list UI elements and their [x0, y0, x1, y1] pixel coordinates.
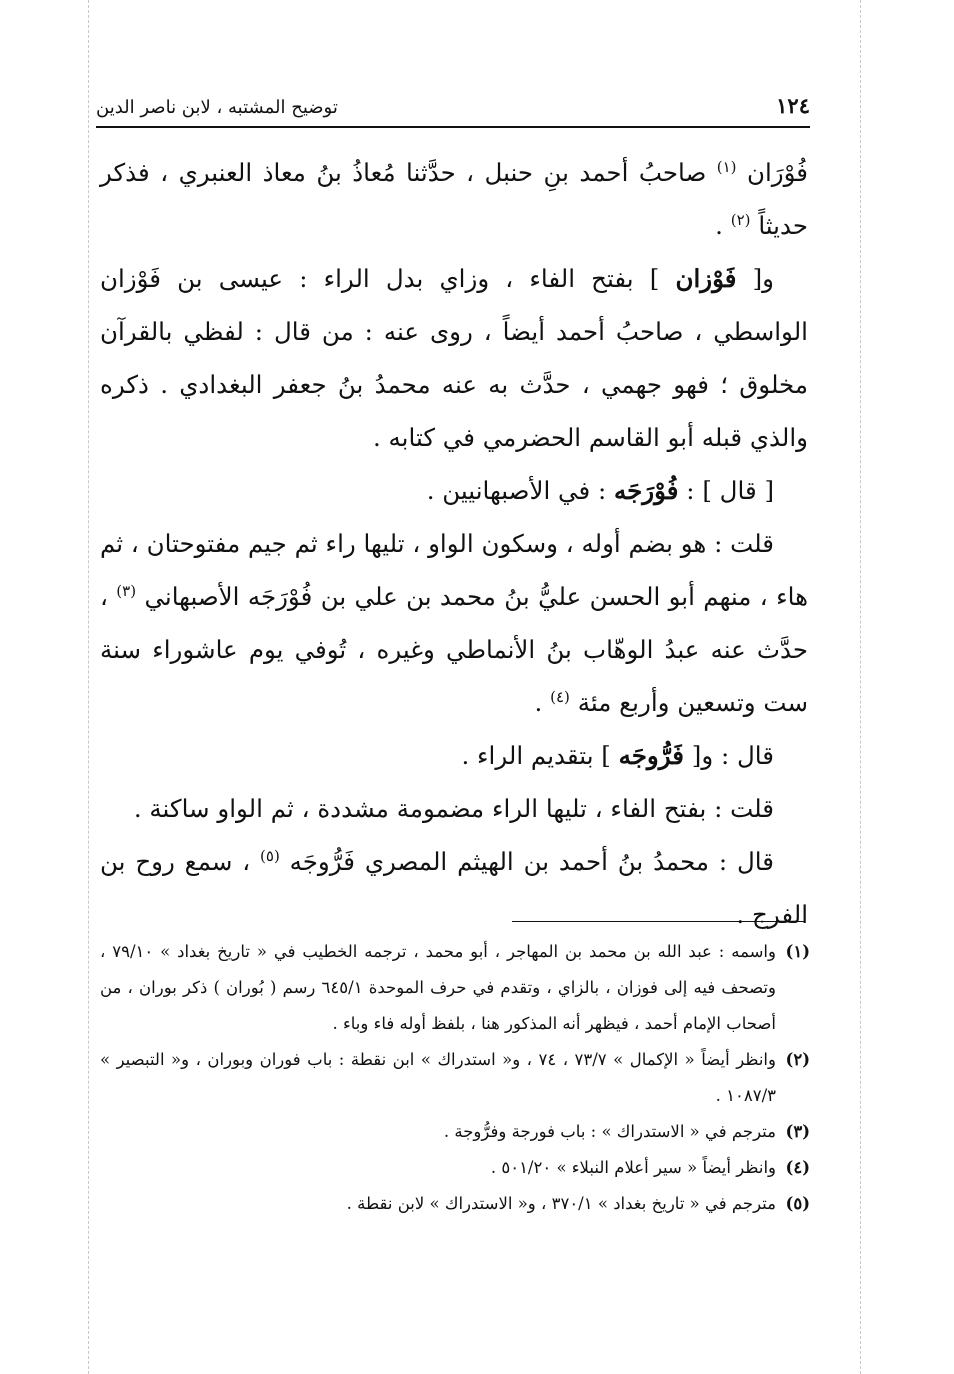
footnote-ref-4: (٤): [550, 687, 570, 706]
footnote-number: (٥): [785, 1194, 810, 1213]
footnote-2: [100, 1042, 810, 1114]
footnote-1: [100, 934, 810, 1042]
paragraph-3: [ قال ] : فُوْرَجَه : في الأصبهانيين .: [426, 476, 774, 505]
page-number: ١٢٤: [776, 93, 810, 118]
footnote-rule: [512, 921, 805, 922]
book-title: توضيح المشتبه ، لابن ناصر الدين: [96, 97, 338, 118]
footnote-number: (٢): [785, 1050, 810, 1069]
entry-name: فَرُّوجَه: [618, 741, 684, 770]
footnote-5: [100, 1186, 810, 1222]
footnote-text: وانظر أيضاً « الإكمال » ٧٣/٧ ، ٧٤ ، و« استدراك » ابن نقطة : باب فوران وبوران ، و« التبصير » ١٠٨٧/٣ .: [100, 1050, 776, 1105]
paragraph-1: فُوْرَان $^{(١)}$ صاحبُ أحمد بنِ حنبل ، حدَّثنا مُعاذُ بنُ معاذ العنبري ، فذكر حديثاً $^{(٢)}$ .: [100, 157, 808, 240]
paragraph-7: قال : محمدُ بنُ أحمد بن الهيثم المصري فَرُّوجَه $^{(٥)}$ ، سمع روح بن الفرج .: [100, 846, 808, 929]
footnote-number: (٣): [785, 1122, 810, 1141]
footnote-text: مترجم في « الاستدراك » : باب فورجة وفرُّوجة .: [443, 1122, 776, 1141]
entry-name: فَوْزان: [675, 264, 737, 293]
scan-edge-left: [88, 0, 89, 1374]
entry-name: فُوْرَان: [746, 158, 808, 187]
footnote-3: [100, 1114, 810, 1150]
paragraph-2: و[ فَوْزان ] بفتح الفاء ، وزاي بدل الراء : عيسى بن فَوْزان الواسطي ، صاحبُ أحمد أيضاً ، روى عنه : من قال : لفظي بالقرآن مخلوق ؛ فهو جهمي ، حدَّث به عنه محمدُ بنُ جعفر البغدادي . ذكره والذي قبله أبو القاسم الحضرمي في كتابه .: [100, 264, 808, 452]
header-rule: [96, 126, 810, 128]
footnote-ref-1: (١): [716, 157, 737, 176]
footnote-number: (١): [785, 942, 810, 961]
footnote-text: وانظر أيضاً « سير أعلام النبلاء » ٥٠١/٢٠ .: [490, 1158, 776, 1177]
footnote-text: مترجم في « تاريخ بغداد » ٣٧٠/١ ، و« الاستدراك » لابن نقطة .: [346, 1194, 776, 1213]
footnote-ref-5: (٥): [260, 846, 280, 865]
footnote-number: (٤): [785, 1158, 810, 1177]
footnote-4: [100, 1150, 810, 1186]
footnotes: [100, 934, 810, 1222]
paragraph-6: قلت : بفتح الفاء ، تليها الراء مضمومة مشددة ، ثم الواو ساكنة .: [133, 794, 774, 823]
footnote-ref-3: (٣): [116, 581, 137, 600]
footnote-text: واسمه : عبد الله بن محمد بن المهاجر ، أبو محمد ، ترجمه الخطيب في « تاريخ بغداد » ٧٩/١٠ ، وتصحف فيه إلى فوزان ، بالزاي ، وتقدم في حرف الموحدة ٦٤٥/١ رسم ( بُوران ) ذكر بوران ، من أصحاب الإمام أحمد ، فيظهر أنه المذكور هنا ، بلفظ أوله فاء وباء .: [100, 942, 776, 1033]
running-header: [96, 78, 810, 126]
paragraph-4: قلت : هو بضم أوله ، وسكون الواو ، تليها راء ثم جيم مفتوحتان ، ثم هاء ، منهم أبو الحسن عليُّ بنُ محمد بن علي بن فُوْرَجَه الأصبهاني $^{(٣)}$ ، حدَّث عنه عبدُ الوهّاب بنُ الأنماطي وغيره ، تُوفي يوم عاشوراء سنة ست وتسعين وأربع مئة $^{(٤)}$ .: [100, 529, 808, 717]
entry-name: فُوْرَجَه: [614, 476, 679, 505]
paragraph-5: قال : و[ فَرُّوجَه ] بتقديم الراء .: [461, 741, 774, 770]
main-text: [100, 146, 808, 941]
footnote-ref-2: (٢): [730, 210, 751, 229]
scan-edge-right: [860, 0, 861, 1374]
